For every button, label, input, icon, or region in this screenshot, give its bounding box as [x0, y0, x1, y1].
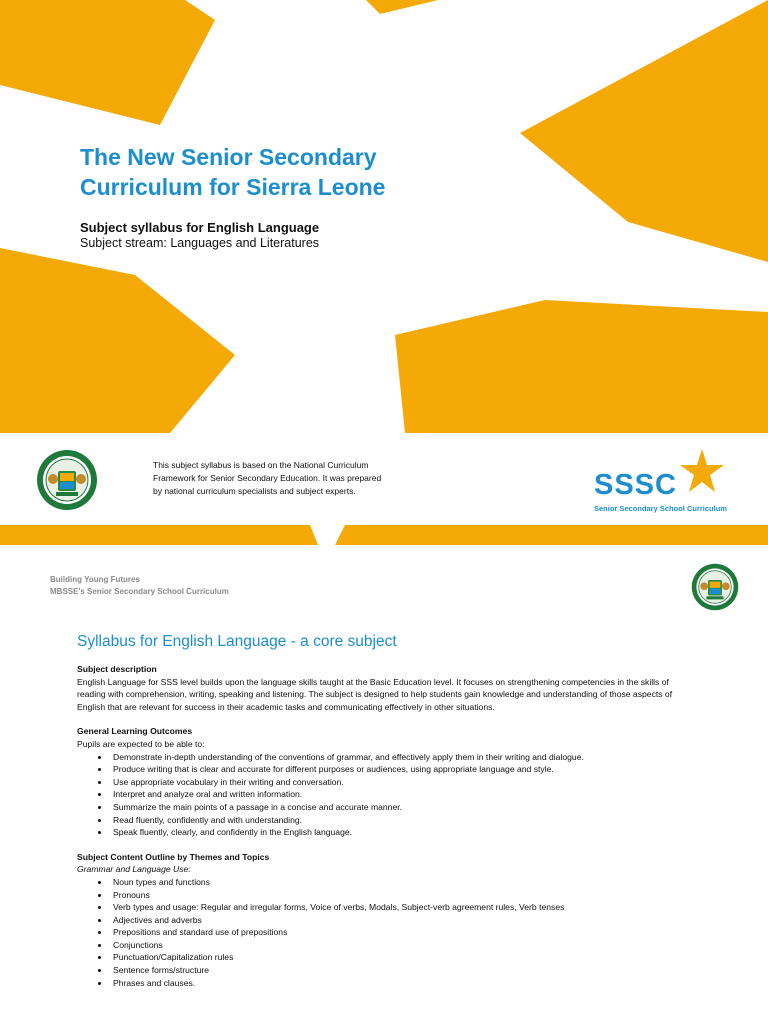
header-curriculum-name: MBSSE's Senior Secondary School Curriculum: [50, 587, 229, 596]
orange-bottom-strip-left: [0, 525, 318, 545]
content-outline-title: Subject Content Outline by Themes and Topics: [77, 851, 270, 862]
syllabus-heading: Syllabus for English Language - a core subject: [77, 633, 397, 650]
curriculum-note-line3: by national curriculum specialists and subject experts.: [153, 486, 356, 496]
content-outline-section: [77, 851, 697, 990]
learning-outcomes-list: [77, 751, 697, 839]
list-item: • Noun types and functions: [110, 876, 697, 889]
list-item: • Adjectives and adverbs: [110, 914, 697, 927]
list-item: • Use appropriate vocabulary in their writing and conversation.: [110, 776, 697, 789]
subject-description-section: [77, 663, 697, 713]
content-outline-theme: Grammar and Language Use:: [77, 864, 191, 875]
list-item: • Demonstrate in-depth understanding of the conventions of grammar, and effectively apply them in their writing and dialogue.: [110, 751, 697, 764]
orange-shape-left-bottom: [0, 248, 235, 433]
cover-info-band: [0, 433, 768, 525]
learning-outcomes-title: General Learning Outcomes: [77, 726, 193, 737]
list-item: • Read fluently, confidently and with understanding.: [110, 814, 697, 827]
syllabus-page: [0, 545, 768, 1024]
syllabus-content: [77, 663, 697, 1001]
subject-description-title: Subject description: [77, 664, 157, 674]
list-item: • Punctuation/Capitalization rules: [110, 951, 697, 964]
sssc-logo-letters: SSSC: [594, 469, 677, 501]
orange-bottom-strip-right: [335, 525, 768, 545]
learning-outcomes-section: [77, 725, 697, 838]
cover-title-line1: The New Senior Secondary: [80, 144, 377, 170]
curriculum-note: [153, 459, 413, 498]
subject-description-text: English Language for SSS level builds upon the language skills taught at the Basic Education level. It focuses on strengthening competencies in the skills of reading with comprehension, writing, speaking and listening. The subject is designed to help students gain knowledge and understanding of those aspects of English that are relevant for success in their academic tasks and communicating effectively in other situations.: [77, 676, 673, 712]
list-item: • Phrases and clauses.: [110, 977, 697, 990]
list-item: • Pronouns: [110, 889, 697, 902]
orange-shape-left-top: [0, 0, 215, 125]
curriculum-note-line2: Framework for Senior Secondary Education. It was prepared: [153, 473, 382, 483]
cover-subtitle: Subject syllabus for English Language: [80, 220, 320, 235]
learning-outcomes-intro: Pupils are expected to be able to:: [77, 738, 205, 749]
header-seal-icon: [691, 563, 739, 611]
orange-shape-right-top: [520, 0, 768, 262]
curriculum-note-line1: This subject syllabus is based on the National Curriculum: [153, 460, 369, 470]
sssc-logo-caption: Senior Secondary School Curriculum: [594, 504, 727, 513]
orange-shape-right-bottom: [395, 300, 768, 433]
orange-shape-top-sliver: [366, 0, 438, 14]
sssc-star-icon: [678, 447, 726, 495]
list-item: • Summarize the main points of a passage in a concise and accurate manner.: [110, 801, 697, 814]
list-item: • Produce writing that is clear and accurate for different purposes or audiences, using appropriate language and style.: [110, 763, 697, 776]
coat-of-arms-seal-icon: [36, 449, 98, 511]
cover-title-line2: Curriculum for Sierra Leone: [80, 174, 386, 200]
list-item: • Prepositions and standard use of prepositions: [110, 926, 697, 939]
list-item: • Conjunctions: [110, 939, 697, 952]
sssc-logo: [590, 447, 740, 517]
list-item: • Interpret and analyze oral and written information.: [110, 788, 697, 801]
list-item: • Speak fluently, clearly, and confidently in the English language.: [110, 826, 697, 839]
header-tagline: Building Young Futures: [50, 575, 140, 584]
list-item: • Verb types and usage: Regular and irregular forms, Voice of verbs, Modals, Subject-verb agreement rules, Verb tenses: [110, 901, 697, 914]
cover-title: [80, 142, 500, 202]
list-item: • Sentence forms/structure: [110, 964, 697, 977]
content-outline-list: [77, 876, 697, 989]
cover-stream: Subject stream: Languages and Literatures: [80, 236, 320, 250]
